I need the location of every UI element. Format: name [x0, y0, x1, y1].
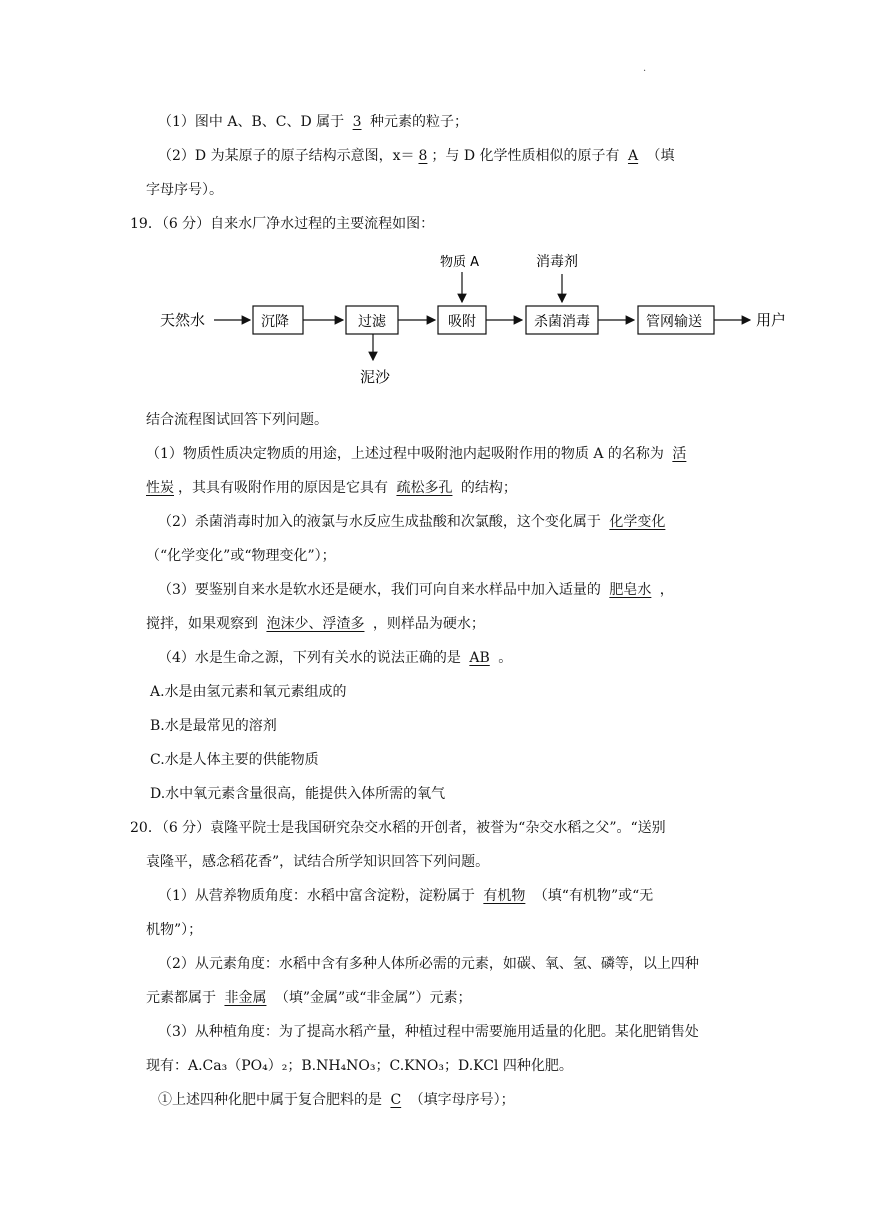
q19-part3: （3）要鉴别自来水是软水还是硬水，我们可向自来水样品中加入适量的 肥皂水 ， — [158, 582, 674, 598]
q19-answer-3a: 肥皂水 — [609, 582, 652, 598]
flow-step-sedimentation: 沉降 — [261, 314, 289, 330]
flow-step-adsorption: 吸附 — [448, 314, 476, 330]
q19-intro: 结合流程图试回答下列问题。 — [146, 412, 328, 428]
q18-answer-3: A — [627, 148, 639, 164]
flow-step-disinfection: 杀菌消毒 — [534, 314, 590, 330]
flow-input-disinfectant: 消毒剂 — [536, 254, 578, 270]
q20-part3-cont: 现有：A.Ca₃（PO₄）₂；B.NH₄NO₃；C.KNO₃；D.KCl 四种化肥。 — [146, 1058, 573, 1074]
q20-answer-3: C — [390, 1092, 402, 1108]
q19-part4: （4）水是生命之源，下列有关水的说法正确的是 AB 。 — [158, 650, 513, 666]
water-treatment-flowchart — [150, 248, 800, 388]
q18-answer-1: 3 — [352, 114, 362, 130]
q18-answer-2: 8 — [418, 148, 428, 164]
q18-part2-cont: 字母序号）。 — [146, 182, 223, 198]
q19-option-c: C.水是人体主要的供能物质 — [150, 752, 319, 768]
flow-step-pipeline: 管网输送 — [646, 314, 702, 330]
q19-part2-cont: （“化学变化”或“物理变化”）； — [146, 548, 336, 564]
q19-answer-4: AB — [469, 650, 490, 666]
q20-answer-1: 有机物 — [483, 888, 526, 904]
q20-answer-2: 非金属 — [224, 990, 267, 1006]
q20-heading: 20．（6 分）袁隆平院士是我国研究杂交水稻的开创者，被誉为“杂交水稻之父”。“送别 — [130, 820, 666, 836]
q19-answer-2: 化学变化 — [609, 514, 666, 530]
flow-source: 天然水 — [160, 311, 206, 329]
q19-option-a: A.水是由氢元素和氧元素组成的 — [150, 684, 347, 700]
flow-input-substance-a: 物质 A — [440, 255, 480, 270]
q20-part3: （3）从种植角度：为了提高水稻产量，种植过程中需要施用适量的化肥。某化肥销售处 — [158, 1024, 699, 1040]
q19-heading: 19．（6 分）自来水厂净水过程的主要流程如图： — [130, 216, 435, 232]
q19-answer-1a: 活 — [672, 446, 687, 462]
q20-part2-cont: 元素都属于 非金属 （填”金属”或“非金属”）元素； — [146, 990, 472, 1006]
q18-part1: （1）图中 A、B、C、D 属于 3 种元素的粒子； — [158, 114, 468, 130]
q19-answer-1c: 疏松多孔 — [396, 480, 453, 496]
q20-heading-cont: 袁隆平，感念稻花香”，试结合所学知识回答下列问题。 — [146, 854, 490, 870]
q20-part1: （1）从营养物质角度：水稻中富含淀粉，淀粉属于 有机物 （填“有机物”或“无 — [158, 888, 654, 904]
flow-end-user: 用户 — [756, 311, 787, 329]
q19-option-b: B.水是最常见的溶剂 — [150, 718, 277, 734]
q19-option-d: D.水中氧元素含量很高，能提供入体所需的氧气 — [150, 786, 446, 802]
q19-part1: （1）物质性质决定物质的用途，上述过程中吸附池内起吸附作用的物质 A 的名称为 活 — [146, 444, 690, 464]
flow-step-filtration: 过滤 — [358, 314, 386, 330]
flow-output-sediment: 泥沙 — [360, 368, 391, 386]
corner-mark: · — [643, 66, 647, 77]
q20-part2: （2）从元素角度：水稻中含有多种人体所必需的元素，如碳、氧、氢、磷等，以上四种 — [158, 956, 699, 972]
q19-part2: （2）杀菌消毒时加入的液氯与水反应生成盐酸和次氯酸，这个变化属于 化学变化 — [158, 512, 669, 532]
q19-answer-1b: 性炭 — [146, 480, 174, 496]
q19-part1-cont: 性炭 ，其具有吸附作用的原因是它具有 疏松多孔 的结构； — [146, 480, 517, 496]
q20-part1-cont: 机物”）； — [146, 922, 203, 938]
q18-part2: （2）D 为某原子的原子结构示意图，x＝ 8 ；与 D 化学性质相似的原子有 A （填 — [158, 148, 675, 164]
q19-part3-cont: 搅拌，如果观察到 泡沫少、浮渣多 ，则样品为硬水； — [146, 616, 485, 632]
q19-answer-3b: 泡沫少、浮渣多 — [266, 616, 365, 632]
q20-part3-sub: ①上述四种化肥中属于复合肥料的是 C （填字母序号）； — [158, 1092, 515, 1108]
